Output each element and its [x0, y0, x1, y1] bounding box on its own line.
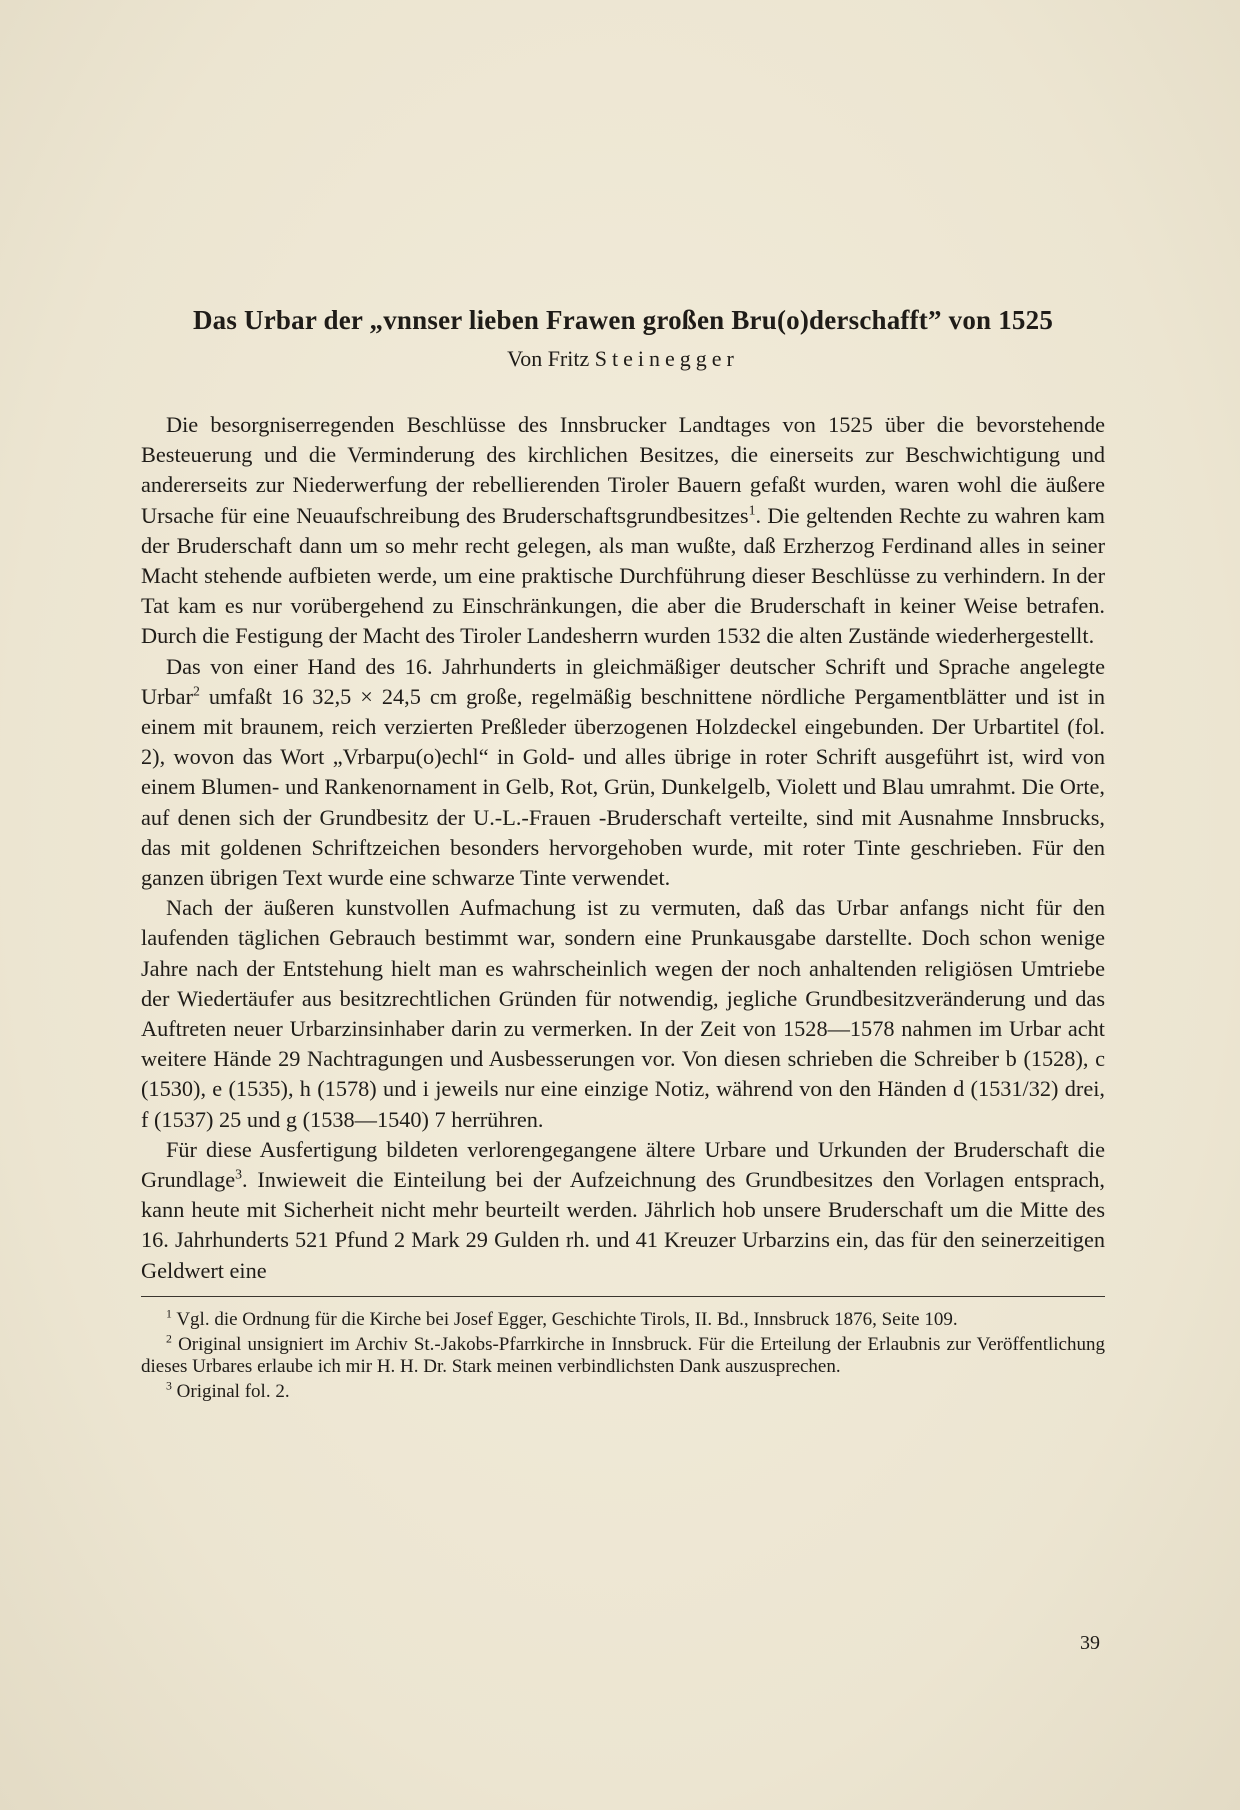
paragraph-text: . Die geltenden Rechte zu wahren kam der Bruderschaft dann um so mehr recht gelegen, als man wußte, daß Erzherzog Ferdinand alles in seiner Macht stehende aufbieten werde, um eine praktische Durchführung dieser Beschlüsse zu verhindern. In der Tat kam es nur vorübergehend zu Einschränkungen, die aber die Bruderschaft in keiner Weise betrafen. Durch die Festigung der Macht des Tiroler Landesherrn wurden 1532 die alten Zustände wiederhergestellt.	[141, 502, 1105, 649]
author-prefix: Von Fritz	[507, 346, 590, 371]
footnote-reference[interactable]: 3	[235, 1166, 243, 1182]
paragraph-text: Nach der äußeren kunstvollen Aufmachung ist zu vermuten, daß das Urbar anfangs nicht für den laufenden täglichen Gebrauch bestimmt war, sondern eine Prunkausgabe darstellte. Doch schon wenige Jahre nach der Entstehung hielt man es wahrscheinlich wegen der noch anhaltenden religiösen Umtriebe der Wiedertäufer aus besitzrechtlichen Gründen für notwendig, jegliche Grundbesitzveränderung und das Auftreten neuer Urbarzinsinhaber darin zu vermerken. In der Zeit von 1528—1578 nahmen im Urbar acht weitere Hände 29 Nachtragungen und Ausbesserungen vor. Von diesen schrieben die Schreiber b (1528), c (1530), e (1535), h (1578) und i jeweils nur eine einzige Notiz, während von den Händen d (1531/32) drei, f (1537) 25 und g (1538—1540) 7 herrühren.	[141, 895, 1105, 1132]
body-paragraph	[141, 410, 1105, 652]
footnote-marker: 2	[166, 1332, 172, 1346]
footnote-text: Original fol. 2.	[176, 1380, 290, 1402]
body-paragraph	[141, 652, 1105, 894]
paragraph-text: umfaßt 16 32,5 × 24,5 cm große, regelmäßig beschnittene nördliche Pergamentblätter und ist in einem mit braunem, reich verzierten Preßleder überzogenen Holzdeckel eingebunden. Der Urbartitel (fol. 2), wovon das Wort „Vrbarpu(o)echl“ in Gold- und alles übrige in roter Schrift ausgeführt ist, wird von einem Blumen- und Rankenornament in Gelb, Rot, Grün, Dunkelgelb, Violett und Blau umrahmt. Die Orte, auf denen sich der Grundbesitz der U.-L.-Frauen -Bruderschaft verteilte, sind mit Ausnahme Innsbrucks, das mit goldenen Schriftzeichen besonders hervorgehoben wurde, mit roter Tinte geschrieben. Für den ganzen übrigen Text wurde eine schwarze Tinte verwendet.	[141, 683, 1105, 891]
footnote-reference[interactable]: 1	[748, 502, 756, 518]
paragraph-text: Für diese Ausfertigung bildeten verlorengegangene ältere Urbare und Urkunden der Bruderschaft die Grundlage	[141, 1136, 1105, 1193]
body-text	[141, 410, 1105, 1286]
paragraph-text: Das von einer Hand des 16. Jahrhunderts in gleichmäßiger deutscher Schrift und Sprache angelegte Urbar	[141, 653, 1105, 709]
body-paragraph	[141, 1135, 1105, 1286]
footnote-text: Original unsigniert im Archiv St.-Jakobs-Pfarrkirche in Innsbruck. Für die Erteilung der Erlaubnis zur Veröffentlichung dieses Urbares erlaube ich mir H. H. Dr. Stark meinen verbindlichsten Dank auszusprechen.	[141, 1333, 1105, 1377]
footnotes	[141, 1309, 1105, 1403]
footnote-marker: 1	[166, 1307, 172, 1321]
article-title: Das Urbar der „vnnser lieben Frawen großen Bru(o)derschafft” von 1525	[192, 305, 1054, 335]
author-line	[141, 344, 1105, 374]
content-column	[141, 300, 1105, 1406]
paragraph-text: . Inwieweit die Einteilung bei der Aufzeichnung des Grundbesitzes den Vorlagen entsprach, kann heute mit Sicherheit nicht mehr beurteilt werden. Jährlich hob unsere Bruderschaft um die Mitte des 16. Jahrhunderts 521 Pfund 2 Mark 29 Gulden rh. und 41 Kreuzer Urbarzins ein, das für den seinerzeitigen Geldwert eine	[141, 1167, 1105, 1283]
footnote	[141, 1381, 1105, 1403]
page-number: 39	[1080, 1632, 1100, 1654]
author-name: Steinegger	[594, 346, 739, 371]
paragraph-text: Die besorgniserregenden Beschlüsse des Innsbrucker Landtages von 1525 über die bevorstehende Besteuerung und die Verminderung des kirchlichen Besitzes, die einerseits zur Beschwichtigung und andererseits zur Niederwerfung der rebellierenden Tiroler Bauern gefaßt wurden, waren wohl die äußere Ursache für eine Neuaufschreibung des Bruderschaftsgrundbesitzes	[141, 412, 1105, 528]
footnote-marker: 3	[166, 1379, 172, 1393]
footnote	[141, 1309, 1105, 1331]
footnote-rule	[141, 1296, 1105, 1297]
footnote-text: Vgl. die Ordnung für die Kirche bei Josef Egger, Geschichte Tirols, II. Bd., Innsbruck 1876, Seite 109.	[176, 1308, 958, 1330]
body-paragraph	[141, 893, 1105, 1135]
footnote	[141, 1334, 1105, 1378]
footnote-reference[interactable]: 2	[193, 683, 200, 699]
